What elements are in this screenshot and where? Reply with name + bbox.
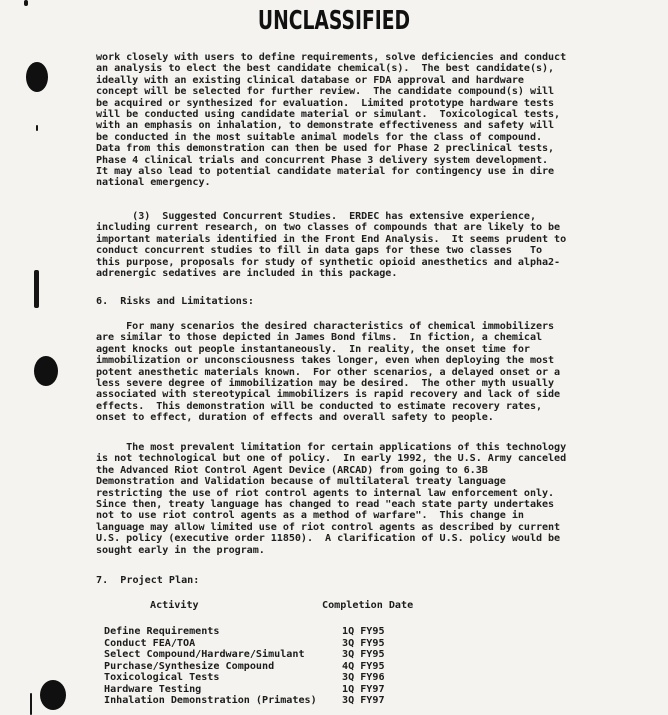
section-6-heading: 6. Risks and Limitations:: [96, 296, 255, 307]
plan-activity: Purchase/Synthesize Compound: [104, 660, 275, 672]
plan-activity: Conduct FEA/TOA: [104, 637, 196, 649]
text-line: adrenergic sedatives are included in this package.: [96, 267, 398, 279]
plan-row: [104, 695, 385, 706]
text-line: The most prevalent limitation for certain applications of this technology: [96, 442, 567, 453]
plan-activity: Define Requirements: [104, 626, 220, 637]
text-line: not to use riot control agents as a method of warfare". This change in: [96, 510, 524, 522]
text-line: Since then, treaty language has changed to read "each state party undertakes: [96, 498, 555, 510]
plan-col-date: Completion Date: [322, 600, 414, 611]
paragraph-limitation: [96, 442, 584, 556]
text-line: restricting the use of riot control agents to internal law enforcement only.: [96, 487, 555, 499]
section-7-heading: 7. Project Plan:: [96, 575, 200, 586]
text-line: are similar to those depicted in James Bond films. In fiction, a chemical: [96, 332, 542, 344]
text-line: For many scenarios the desired characteristics of chemical immobilizers: [96, 321, 555, 332]
text-line: national emergency.: [96, 177, 211, 189]
text-line: agent knocks out people instantaneously. In reality, the onset time for: [96, 343, 530, 355]
punch-hole-bottom: [40, 680, 66, 710]
punch-hole-top: [26, 62, 48, 92]
plan-activity: Hardware Testing: [104, 683, 202, 695]
plan-activity: Toxicological Tests: [104, 672, 220, 683]
text-line: concept will be selected for further review. The candidate compound(s) will: [96, 86, 555, 98]
text-line: Data from this demonstration can then be used for Phase 2 preclinical tests,: [96, 143, 555, 155]
plan-row: [104, 626, 385, 637]
text-line: including current research, on two classes of compounds that are likely to be: [96, 222, 561, 234]
scan-mark-bottom: [30, 693, 32, 715]
text-line: with an emphasis on inhalation, to demonstrate effectiveness and safety will: [96, 120, 555, 132]
paragraph-risks: [96, 321, 584, 424]
plan-row: [104, 637, 385, 649]
paragraph-concurrent-studies: [96, 211, 584, 279]
text-line: be acquired or synthesized for evaluation. Limited prototype hardware tests: [96, 97, 555, 109]
text-line: ideally with an existing clinical database or FDA approval and hardware: [96, 74, 524, 86]
text-line: It may also lead to potential candidate material for contingency use in dire: [96, 165, 555, 177]
text-line: immobilization or unconsciousness takes longer, even when deploying the most: [96, 355, 555, 367]
text-line: will be conducted using candidate material or simulant. Toxicological tests,: [96, 108, 561, 120]
scan-mark-small: [36, 125, 38, 131]
scan-mark-bar: [34, 270, 39, 308]
text-line: potent anesthetic materials known. For other scenarios, a delayed onset or a: [96, 366, 561, 378]
plan-completion-date: 1Q FY97: [342, 683, 385, 695]
text-line: effects. This demonstration will be conducted to estimate recovery rates,: [96, 400, 542, 412]
plan-row: [104, 683, 385, 695]
text-line: onset to effect, duration of effects and overall safety to people.: [96, 412, 494, 424]
text-line: conduct concurrent studies to fill in data gaps for these two classes To: [96, 245, 542, 257]
plan-row: [104, 672, 385, 683]
text-line: work closely with users to define requirements, solve deficiencies and conduct: [96, 52, 567, 63]
punch-hole-middle: [34, 356, 58, 386]
text-line: is not technological but one of policy. In early 1992, the U.S. Army canceled: [96, 453, 567, 465]
text-line: Demonstration and Validation because of multilateral treaty language: [96, 476, 506, 488]
text-line: (3) Suggested Concurrent Studies. ERDEC has extensive experience,: [96, 211, 536, 222]
text-line: U.S. policy (executive order 11850). A clarification of U.S. policy would be: [96, 533, 561, 545]
classification-stamp: UNCLASSIFIED: [257, 6, 411, 36]
plan-row: [104, 660, 385, 672]
plan-completion-date: 3Q FY95: [342, 637, 385, 649]
plan-completion-date: 3Q FY97: [342, 695, 385, 706]
plan-completion-date: 3Q FY96: [342, 672, 385, 683]
plan-activity: Select Compound/Hardware/Simulant: [104, 649, 305, 660]
plan-completion-date: 1Q FY95: [342, 626, 385, 637]
text-line: Phase 4 clinical trials and concurrent Phase 3 delivery system development.: [96, 154, 549, 166]
text-line: sought early in the program.: [96, 544, 265, 556]
text-line: language may allow limited use of riot control agents as described by current: [96, 521, 561, 533]
text-line: this purpose, proposals for study of synthetic opioid anesthetics and alpha2-: [96, 256, 561, 268]
text-line: an analysis to elect the best candidate chemical(s). The best candidate(s),: [96, 63, 555, 75]
text-line: be conducted in the most suitable animal models for the class of compound.: [96, 131, 542, 143]
paragraph-intro: [96, 52, 584, 189]
scan-mark-top: [24, 0, 28, 6]
text-line: associated with stereotypical immobilizers is rapid recovery and lack of side: [96, 389, 561, 401]
text-line: important materials identified in the Front End Analysis. It seems prudent to: [96, 233, 567, 245]
plan-col-activity: Activity: [150, 600, 199, 611]
text-line: the Advanced Riot Control Agent Device (ARCAD) from going to 6.3B: [96, 464, 488, 476]
plan-row: [104, 649, 385, 660]
plan-activity: Inhalation Demonstration (Primates): [104, 695, 317, 706]
plan-completion-date: 3Q FY95: [342, 649, 385, 660]
plan-completion-date: 4Q FY95: [342, 660, 385, 672]
text-line: less severe degree of immobilization may be desired. The other myth usually: [96, 377, 555, 389]
